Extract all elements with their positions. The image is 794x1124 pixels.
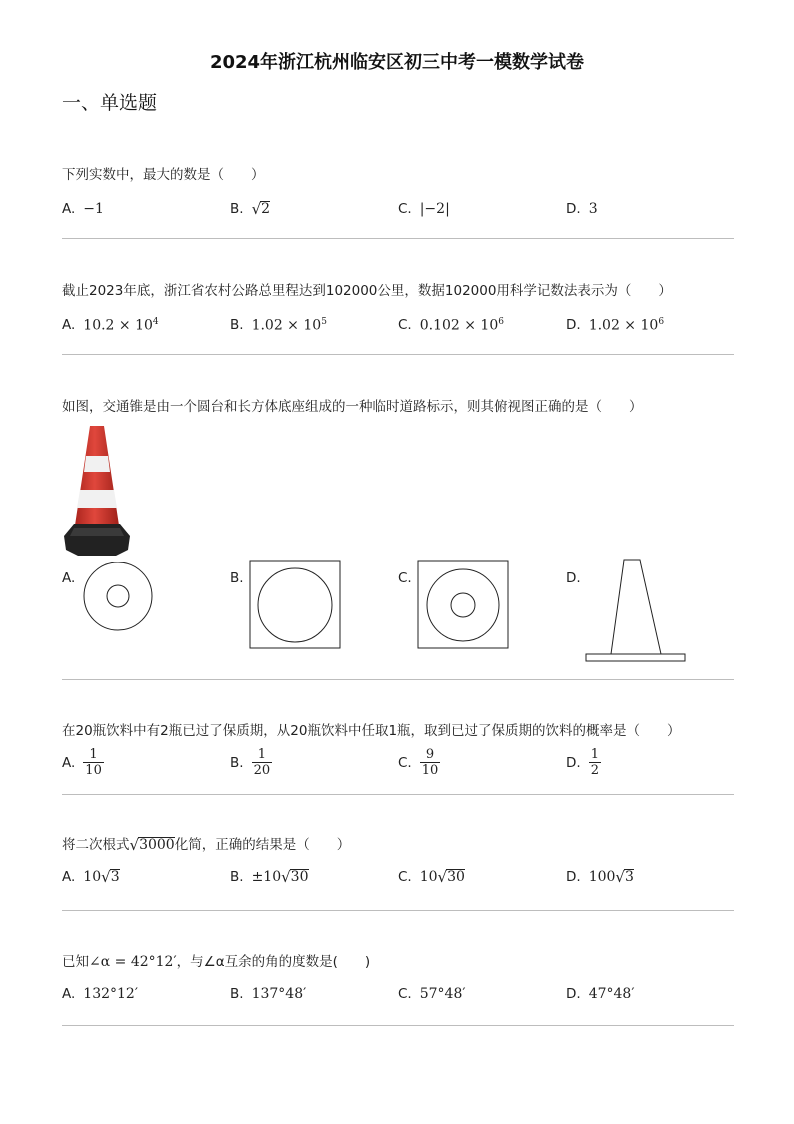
- sqrt-expression: √ 3000: [129, 836, 175, 854]
- divider: [62, 910, 734, 911]
- option-a[interactable]: A. −1: [62, 201, 104, 217]
- question-3-stem: 如图，交通锥是由一个圆台和长方体底座组成的一种临时道路标示，则其俯视图正确的是（ ）: [62, 399, 643, 415]
- option-b[interactable]: B. $\frac{1}{20}$: [230, 747, 271, 778]
- option-d[interactable]: D. 47°48′: [566, 986, 635, 1002]
- option-b[interactable]: B.: [230, 570, 244, 586]
- divider: [62, 354, 734, 355]
- divider: [62, 238, 734, 239]
- question-4: [62, 722, 734, 780]
- option-d[interactable]: D. 3: [566, 201, 598, 217]
- option-d[interactable]: D. 100 √ 3: [566, 868, 634, 886]
- question-2-options: [62, 312, 734, 338]
- option-c[interactable]: C. $0.102 \times 10^6$: [398, 316, 504, 334]
- option-c[interactable]: C. |−2|: [398, 201, 450, 217]
- question-1-options: [62, 196, 734, 222]
- traffic-cone-image: [62, 424, 132, 558]
- divider: [62, 1025, 734, 1026]
- option-b[interactable]: B. $1.02 \times 10^5$: [230, 316, 327, 334]
- side-view-option-d[interactable]: [585, 558, 687, 664]
- question-6-options: [62, 981, 734, 1007]
- sqrt-expression: √ 2: [251, 200, 271, 218]
- option-b[interactable]: B. ±10 √ 30: [230, 868, 309, 886]
- option-c[interactable]: C. 57°48′: [398, 986, 466, 1002]
- option-d[interactable]: D. $1.02 \times 10^6$: [566, 316, 665, 334]
- option-c[interactable]: C.: [398, 570, 412, 586]
- question-2-stem: 截止2023年底，浙江省农村公路总里程达到102000公里，数据102000用科学记数法表示为（ ）: [62, 283, 672, 299]
- option-c[interactable]: C. $\frac{9}{10}$: [398, 747, 439, 778]
- fraction: $\frac{1}{20}$: [253, 747, 271, 778]
- question-1: [62, 166, 734, 222]
- question-3: [62, 398, 734, 416]
- fraction: $\frac{1}{2}$: [590, 747, 599, 778]
- question-6-stem: 已知∠α = 42°12′，与∠α互余的角的度数是( ): [62, 954, 371, 970]
- option-a[interactable]: A. $10.2 \times 10^4$: [62, 316, 159, 334]
- question-1-stem: 下列实数中，最大的数是（ ）: [62, 167, 265, 183]
- question-5: [62, 836, 734, 890]
- fraction: $\frac{1}{10}$: [85, 747, 102, 778]
- top-view-option-a[interactable]: [80, 562, 156, 634]
- question-5-stem: 将二次根式 √ 3000 化简，正确的结果是（ ）: [62, 836, 351, 854]
- page-title: 2024年浙江杭州临安区初三中考一模数学试卷: [209, 52, 585, 73]
- option-b[interactable]: B. √ 2: [230, 200, 271, 218]
- option-d[interactable]: D. $\frac{1}{2}$: [566, 747, 599, 778]
- option-b[interactable]: B. 137°48′: [230, 986, 307, 1002]
- option-a[interactable]: A. 10 √ 3: [62, 868, 120, 886]
- fraction: $\frac{9}{10}$: [421, 747, 439, 778]
- option-a[interactable]: A.: [62, 570, 76, 586]
- top-view-option-b[interactable]: [249, 560, 341, 650]
- option-a[interactable]: A. $\frac{1}{10}$: [62, 747, 102, 778]
- top-view-option-c[interactable]: [417, 560, 509, 650]
- question-5-options: [62, 864, 734, 890]
- question-6: [62, 953, 734, 1007]
- section-heading: 一、单选题: [62, 92, 158, 114]
- question-4-stem: 在20瓶饮料中有2瓶已过了保质期，从20瓶饮料中任取1瓶，取到已过了保质期的饮料的概率是（ ）: [62, 723, 681, 739]
- option-d[interactable]: D.: [566, 570, 581, 586]
- question-2: [62, 282, 734, 338]
- divider: [62, 679, 734, 680]
- option-c[interactable]: C. 10 √ 30: [398, 868, 465, 886]
- divider: [62, 794, 734, 795]
- question-4-options: [62, 746, 734, 780]
- option-a[interactable]: A. 132°12′: [62, 986, 139, 1002]
